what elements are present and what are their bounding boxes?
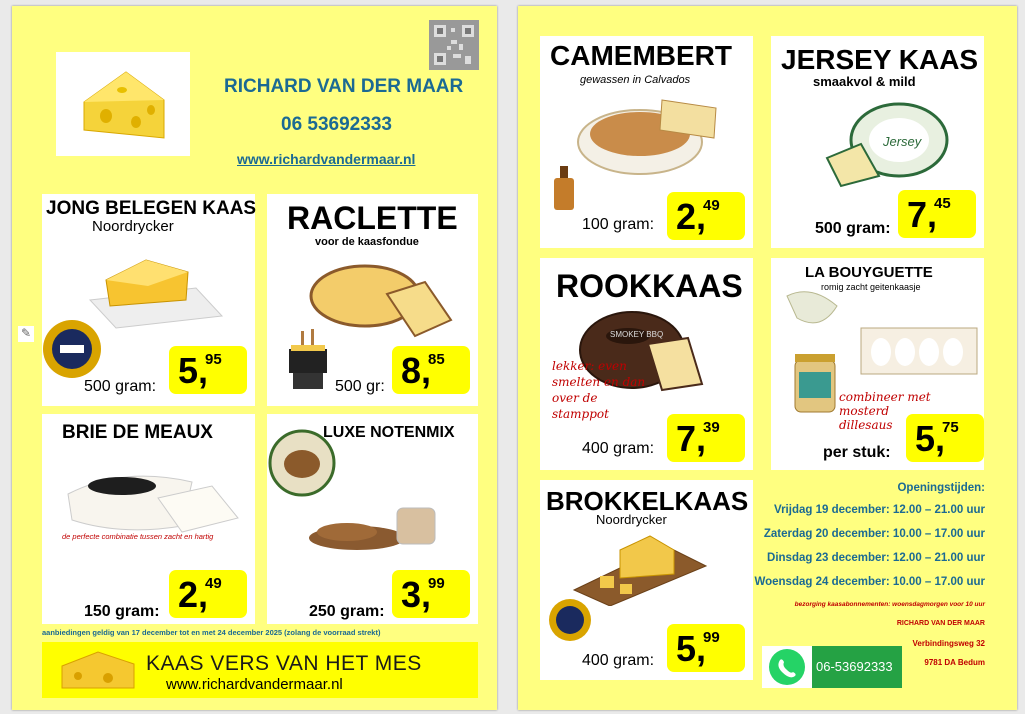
product-title: LA BOUYGUETTE	[805, 264, 933, 281]
product-card-notenmix	[267, 414, 478, 624]
price-integer: 7,	[676, 418, 707, 459]
product-note: de perfecte combinatie tussen zacht en hartig	[62, 532, 214, 541]
price-integer: 5,	[178, 350, 209, 391]
product-subtitle: voor de kaasfondue	[315, 236, 419, 248]
product-note: lekker: even smelten en dan over de stamppot	[552, 359, 646, 421]
product-card-jong-belegen	[42, 194, 255, 406]
product-title: JONG BELEGEN KAAS	[46, 198, 257, 219]
price-integer: 8,	[401, 350, 432, 391]
cheese-wedge-icon	[58, 648, 138, 692]
product-card-bouyguette	[771, 258, 984, 470]
price-tag	[392, 570, 470, 618]
product-subtitle: smaakvol & mild	[813, 74, 916, 89]
opening-hours-line: Woensdag 24 december: 10.00 – 17.00 uur	[754, 576, 985, 588]
product-card-brie	[42, 414, 255, 624]
price-decimals: 45	[934, 195, 951, 212]
product-title: CAMEMBERT	[550, 40, 732, 71]
nuts-image	[297, 494, 447, 554]
delivery-note: bezorging kaasabonnementen: woensdagmorgen voor 10 uur	[794, 601, 985, 608]
nut-badge-icon	[267, 428, 337, 498]
banner-website: www.richardvandermaar.nl	[166, 676, 343, 693]
product-quantity: 100 gram:	[582, 216, 655, 233]
brie-image	[62, 462, 242, 542]
logo-cheese-box	[56, 52, 190, 156]
whatsapp-icon-box	[762, 646, 812, 688]
product-title: ROOKKAAS	[556, 268, 743, 304]
camembert-image	[576, 90, 726, 182]
noordrycker-label-icon	[548, 598, 592, 642]
cheese-wedge-icon	[56, 52, 190, 156]
price-decimals: 49	[703, 197, 720, 214]
opening-hours-heading: Openingstijden:	[897, 482, 985, 494]
product-note: combineer met mosterd dillesaus	[839, 390, 931, 432]
shop-website-link[interactable]: www.richardvandermaar.nl	[237, 151, 416, 167]
banner-slogan: KAAS VERS VAN HET MES	[146, 652, 422, 675]
product-title: BRIE DE MEAUX	[62, 422, 213, 443]
product-title: JERSEY KAAS	[781, 44, 979, 75]
price-integer: 7,	[907, 194, 938, 235]
price-tag	[169, 346, 247, 394]
price-tag	[667, 192, 745, 240]
product-quantity: 250 gram:	[309, 603, 385, 620]
product-quantity: 150 gram:	[84, 603, 160, 620]
product-quantity: 500 gram:	[815, 220, 891, 237]
address-name: RICHARD VAN DER MAAR	[896, 620, 985, 627]
raclette-wheel-image	[307, 250, 457, 340]
shop-name: RICHARD VAN DER MAAR	[224, 76, 464, 97]
brokkelkaas-image	[570, 526, 710, 606]
price-tag	[667, 414, 745, 462]
product-subtitle: Noordrycker	[596, 512, 667, 527]
cheese-piece-image	[86, 250, 226, 330]
whatsapp-contact[interactable]	[762, 646, 902, 688]
shop-phone: 06 53692333	[281, 114, 392, 135]
noordrycker-label-icon	[42, 319, 102, 379]
price-decimals: 99	[703, 629, 720, 646]
product-quantity: 400 gram:	[582, 440, 655, 457]
product-quantity: 500 gram:	[84, 378, 157, 395]
price-tag	[169, 570, 247, 618]
product-subtitle: Noordrycker	[92, 218, 174, 235]
qr-code	[429, 20, 479, 70]
left-page	[12, 6, 497, 710]
price-integer: 5,	[915, 418, 946, 459]
fondue-pot-image	[281, 329, 335, 393]
price-decimals: 75	[942, 419, 959, 436]
edit-pen-icon[interactable]: ✎	[18, 326, 34, 342]
product-card-camembert	[540, 36, 753, 248]
price-integer: 2,	[676, 196, 707, 237]
product-card-jersey	[771, 36, 984, 248]
price-tag	[898, 190, 976, 238]
opening-hours-line: Dinsdag 23 december: 12.00 – 21.00 uur	[767, 552, 985, 564]
product-title: BROKKELKAAS	[546, 486, 749, 516]
price-decimals: 39	[703, 419, 720, 436]
product-card-raclette	[267, 194, 478, 406]
product-quantity: 400 gram:	[582, 652, 655, 669]
right-page	[518, 6, 1017, 710]
opening-hours-line: Zaterdag 20 december: 10.00 – 17.00 uur	[763, 528, 985, 540]
price-tag	[392, 346, 470, 394]
whatsapp-icon	[762, 646, 812, 688]
whatsapp-number: 06-53692333	[816, 659, 893, 674]
jersey-label: Jersey	[883, 134, 922, 149]
address-city: 9781 DA Bedum	[924, 658, 985, 667]
calvados-bottle-icon	[546, 164, 582, 212]
price-tag	[906, 414, 984, 462]
product-quantity: 500 gr:	[335, 378, 385, 395]
price-integer: 3,	[401, 574, 432, 615]
product-title: LUXE NOTENMIX	[323, 424, 455, 441]
opening-hours-line: Vrijdag 19 december: 12.00 – 21.00 uur	[774, 504, 985, 516]
price-integer: 2,	[178, 574, 209, 615]
price-decimals: 85	[428, 351, 445, 368]
product-quantity: per stuk:	[823, 444, 891, 461]
price-tag	[667, 624, 745, 672]
product-card-brokkelkaas	[540, 480, 753, 680]
smokey-label: SMOKEY BBQ	[610, 330, 664, 339]
product-title: RACLETTE	[287, 200, 458, 236]
address-street: Verbindingsweg 32	[912, 639, 985, 648]
price-decimals: 49	[205, 575, 222, 592]
price-decimals: 99	[428, 575, 445, 592]
validity-note: aanbiedingen geldig van 17 december tot en met 24 december 2025 (zolang de voorraad strekt)	[42, 628, 381, 637]
price-integer: 5,	[676, 628, 707, 669]
bottom-banner	[42, 642, 478, 698]
product-subtitle: gewassen in Calvados	[580, 74, 691, 86]
product-subtitle: romig zacht geitenkaasje	[821, 282, 921, 292]
product-card-rookkaas	[540, 258, 753, 470]
price-decimals: 95	[205, 351, 222, 368]
